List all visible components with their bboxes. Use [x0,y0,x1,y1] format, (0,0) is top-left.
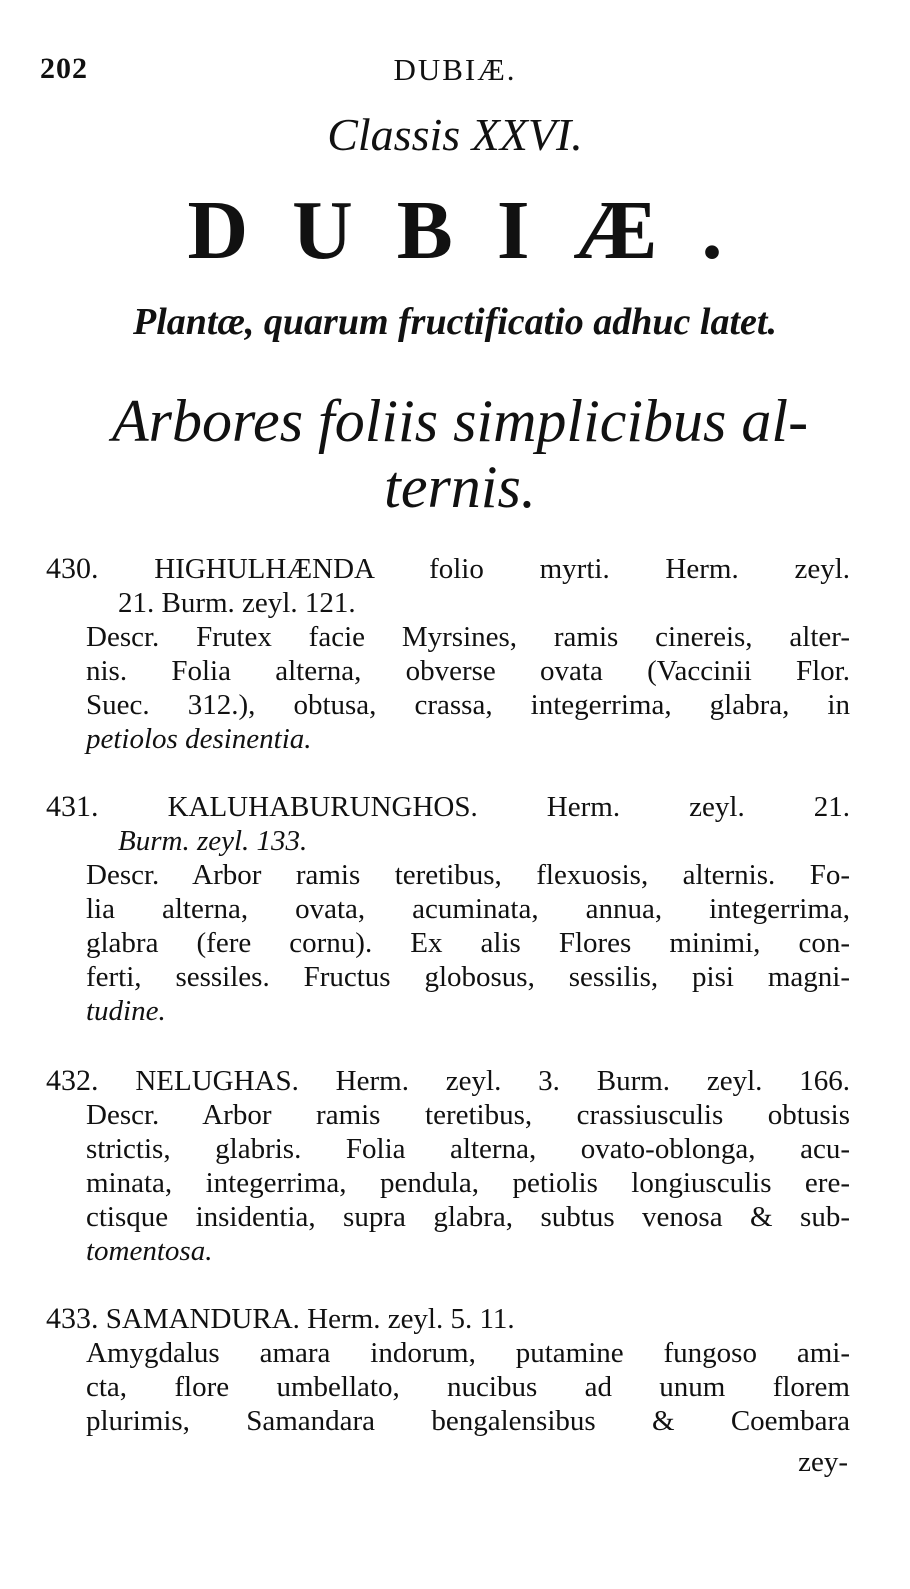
entry-line: Burm. zeyl. 133. [118,825,308,857]
entry-line [46,790,850,824]
entry-line [46,1064,850,1098]
entry-430 [46,552,850,756]
entry-line [46,1302,850,1336]
entry-line: 21. Burm. zeyl. 121. [118,587,356,619]
entry-first-line: HIGHULHÆNDA folio myrti. Herm. zeyl. [154,553,851,585]
entry-line: strictis, glabris. Folia alterna, ovato-oblonga, acu- [86,1133,850,1165]
entry-433 [46,1302,850,1438]
entry-first-line: KALUHABURUNGHOS. Herm. zeyl. 21. [167,791,851,823]
page-number: 202 [40,52,88,85]
catch-word: zey- [798,1446,848,1478]
entry-line: Suec. 312.), obtusa, crassa, integerrima, glabra, in [86,689,850,721]
running-head: DUBIÆ. [393,52,517,87]
main-title: DUBIÆ. [187,184,767,277]
entry-number: 431. [46,790,99,823]
entry-number: 433. [46,1302,99,1335]
section-heading [80,388,840,520]
entry-first-line: SAMANDURA. Herm. zeyl. 5. 11. [105,1303,515,1335]
entry-line: tomentosa. [86,1235,213,1267]
entry-line: Descr. Arbor ramis teretibus, crassiusculis obtusis [86,1099,850,1131]
entry-line [46,552,850,586]
entry-line: nis. Folia alterna, obverse ovata (Vaccinii Flor. [86,655,850,687]
entry-line: tudine. [86,995,166,1027]
entry-431 [46,790,850,1028]
section-heading-line-2: ternis. [384,454,536,520]
entry-number: 430. [46,552,99,585]
entry-line: plurimis, Samandara bengalensibus & Coembara [86,1405,850,1437]
entry-line: petiolos desinentia. [86,723,312,755]
subtitle: Plantæ, quarum fructificatio adhuc latet. [133,301,777,343]
entry-432 [46,1064,850,1268]
class-heading: Classis XXVI. [327,109,583,160]
entry-number: 432. [46,1064,99,1097]
entry-line: lia alterna, ovata, acuminata, annua, integerrima, [86,893,850,925]
section-heading-line-1: Arbores foliis simplicibus al- [111,388,809,454]
entry-line: cta, flore umbellato, nucibus ad unum florem [86,1371,850,1403]
entry-line: Amygdalus amara indorum, putamine fungoso ami- [86,1337,850,1369]
entry-line: ctisque insidentia, supra glabra, subtus venosa & sub- [86,1201,850,1233]
entry-line: glabra (fere cornu). Ex alis Flores minimi, con- [86,927,850,959]
entry-line: Descr. Arbor ramis teretibus, flexuosis, alternis. Fo- [86,859,850,891]
entry-line: ferti, sessiles. Fructus globosus, sessilis, pisi magni- [86,961,850,993]
entry-line: Descr. Frutex facie Myrsines, ramis cinereis, alter- [86,621,850,653]
entry-line: minata, integerrima, pendula, petiolis longiusculis ere- [86,1167,850,1199]
entry-first-line: NELUGHAS. Herm. zeyl. 3. Burm. zeyl. 166. [135,1065,850,1097]
